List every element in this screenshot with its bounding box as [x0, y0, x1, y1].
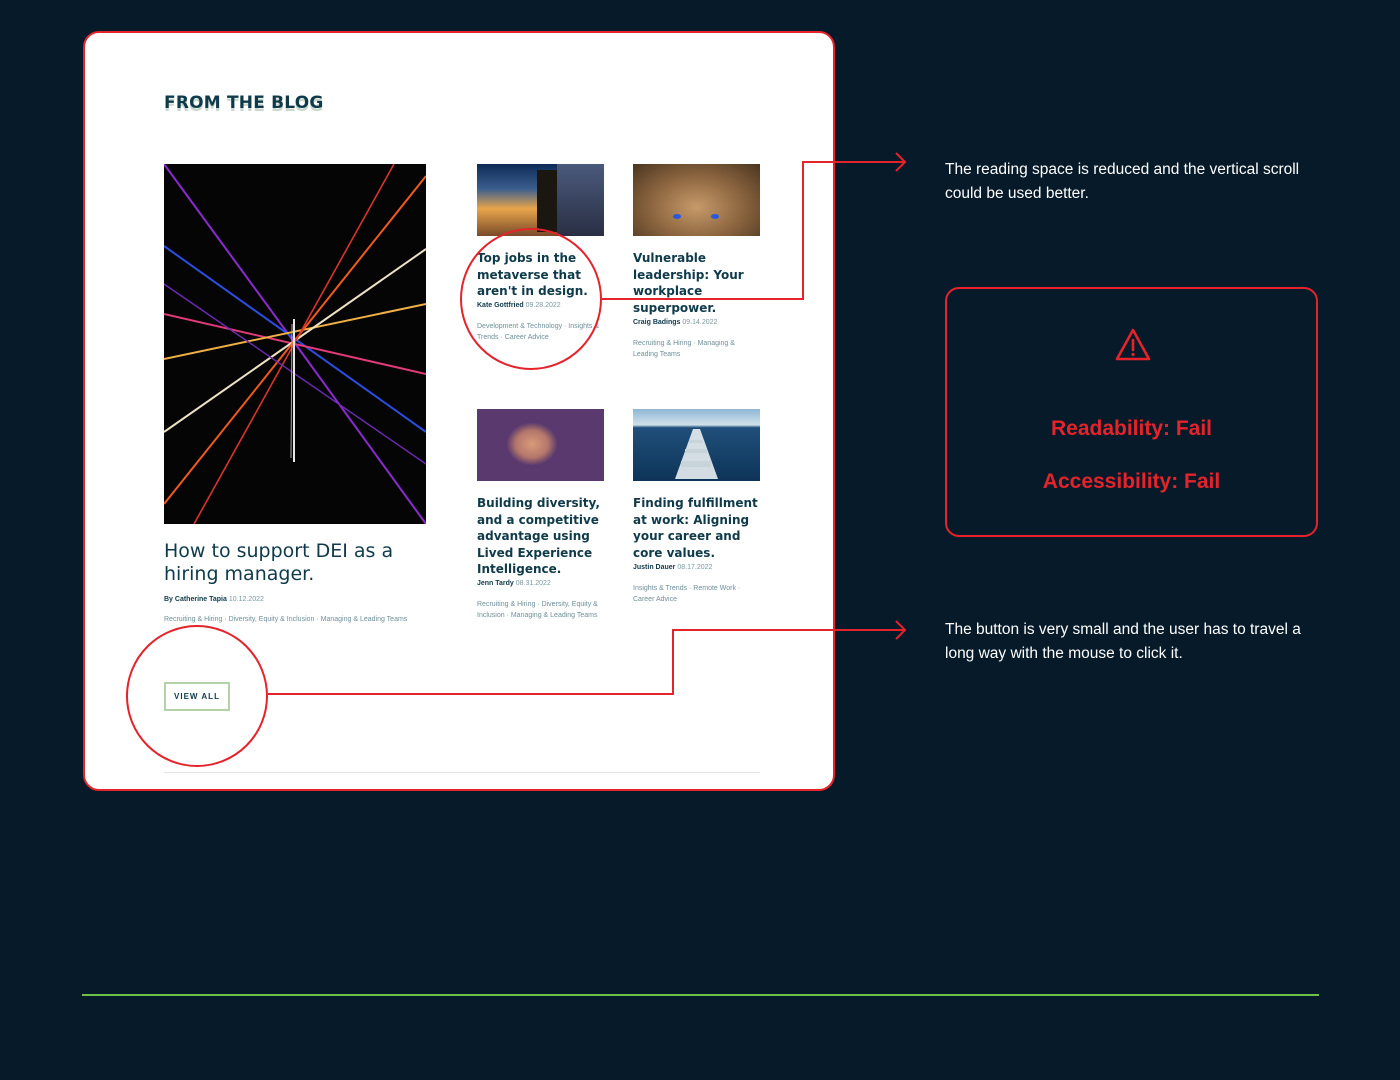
post-title-vulnerable[interactable]: Vulnerable leadership: Your workplace superpower.: [633, 251, 744, 315]
blog-heading: FROM THE BLOG: [164, 93, 324, 113]
post-title-diversity[interactable]: Building diversity, and a competitive advantage using Lived Experience Intelligence.: [477, 496, 600, 576]
post-date: 09.28.2022: [525, 302, 561, 309]
featured-post-title[interactable]: How to support DEI as a hiring manager.: [164, 540, 394, 585]
post-title-fulfillment[interactable]: Finding fulfillment at work: Aligning your career and core values.: [633, 496, 758, 560]
featured-post-categories[interactable]: Recruiting & Hiring · Diversity, Equity & Inclusion · Managing & Leading Teams: [164, 616, 408, 623]
warning-triangle-icon: [1115, 327, 1151, 363]
accessibility-status: Accessibility: Fail: [1042, 470, 1221, 493]
note-small-button: The button is very small and the user has to travel a long way with the mouse to click it.: [945, 621, 1301, 662]
featured-post-author: By Catherine Tapia: [164, 596, 227, 603]
post-date: 09.14.2022: [682, 319, 718, 326]
note-reading-space: The reading space is reduced and the vertical scroll could be used better.: [945, 161, 1300, 202]
view-all-button[interactable]: VIEW ALL: [164, 682, 230, 711]
post-categories-metaverse[interactable]: Development & Technology · Insights & Trends · Career Advice: [477, 323, 600, 341]
post-author: Jenn Tardy: [477, 580, 514, 587]
post-date: 08.31.2022: [515, 580, 551, 587]
featured-post-date: 10.12.2022: [228, 596, 264, 603]
post-author: Kate Gottfried: [477, 302, 524, 309]
bottom-divider: [82, 994, 1319, 996]
evaluation-status-box: [945, 287, 1318, 537]
post-categories-vulnerable[interactable]: Recruiting & Hiring · Managing & Leading Teams: [633, 340, 735, 358]
post-categories-diversity[interactable]: Recruiting & Hiring · Diversity, Equity & Inclusion · Managing & Leading Teams: [477, 601, 598, 619]
readability-status: Readability: Fail: [1050, 417, 1213, 440]
post-date: 08.17.2022: [677, 564, 713, 571]
post-title-metaverse[interactable]: Top jobs in the metaverse that aren't in design.: [477, 251, 588, 298]
post-categories-fulfillment[interactable]: Insights & Trends · Remote Work · Career Advice: [633, 585, 741, 603]
post-author: Craig Badings: [633, 319, 681, 326]
post-author: Justin Dauer: [633, 564, 676, 571]
